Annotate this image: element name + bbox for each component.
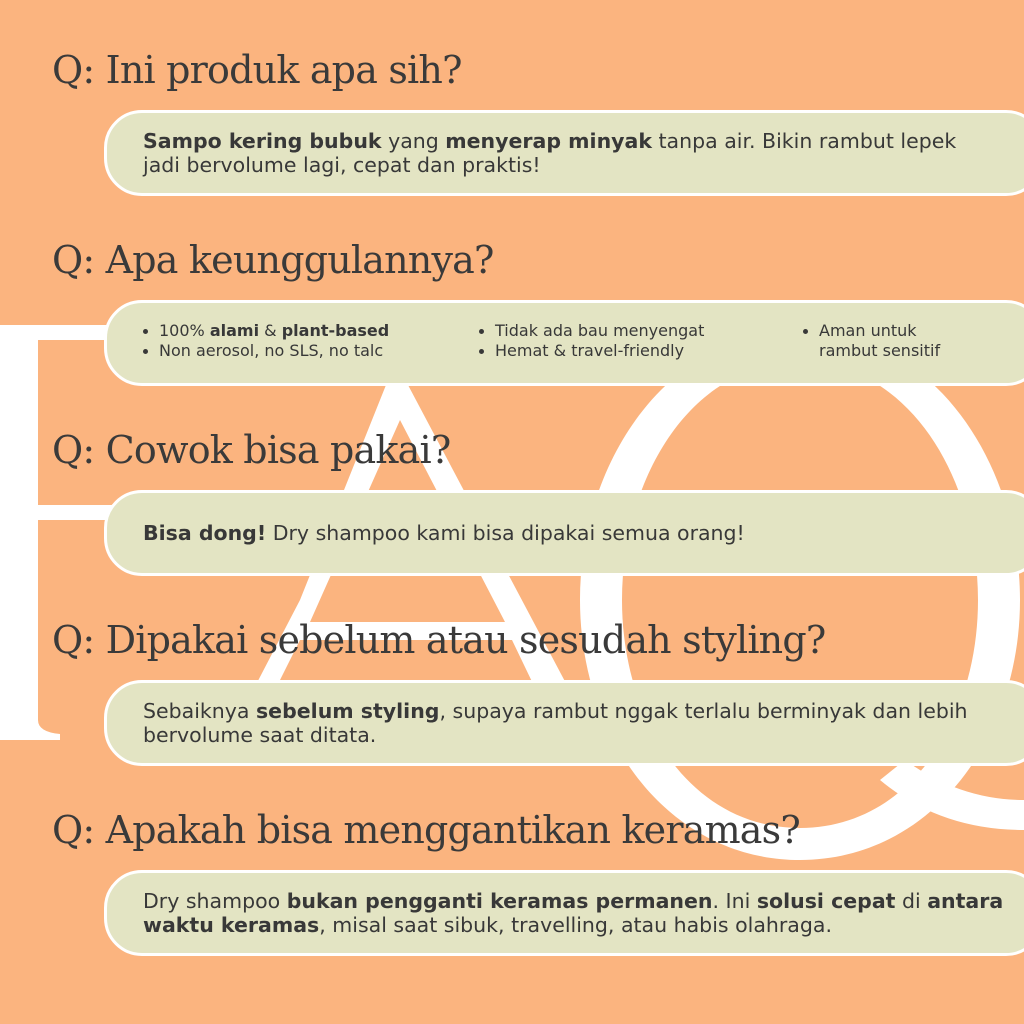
benefit-bullets [141,321,1001,369]
answer-text: Dry shampoo bukan pengganti keramas permanen. Ini solusi cepat di antara waktu keramas, misal saat sibuk, travelling, atau habis olahraga. [143,889,1004,937]
bullet-item: Tidak ada bau menyengat [477,321,704,341]
answer-box [104,110,1024,196]
answer-box [104,870,1024,956]
question-heading: Q: Cowok bisa pakai? [52,428,451,472]
bullet-item: Non aerosol, no SLS, no talc [141,341,389,361]
watermark-letter-q [580,330,1020,860]
question-heading: Q: Apa keunggulannya? [52,238,494,282]
answer-text: Sebaiknya sebelum styling, supaya rambut nggak terlalu berminyak dan lebih bervolume saat ditata. [143,699,968,747]
question-heading: Q: Ini produk apa sih? [52,48,462,92]
bullet-item-continuation: rambut sensitif [819,341,941,360]
bullet-column [477,321,704,361]
answer-box [104,680,1024,766]
answer-text: Sampo kering bubuk yang menyerap minyak tanpa air. Bikin rambut lepek jadi bervolume lagi, cepat dan praktis! [143,129,957,177]
bullet-column [141,321,389,361]
bullet-item: Hemat & travel-friendly [477,341,704,361]
answer-box [104,490,1024,576]
bullet-column [801,321,940,361]
question-heading: Q: Apakah bisa menggantikan keramas? [52,808,800,852]
bullet-item: 100% alami & plant-based [141,321,389,341]
question-heading: Q: Dipakai sebelum atau sesudah styling? [52,618,826,662]
answer-text: Bisa dong! Dry shampoo kami bisa dipakai semua orang! [143,521,745,545]
bullet-item: Aman untuk [801,321,940,341]
answer-box [104,300,1024,386]
